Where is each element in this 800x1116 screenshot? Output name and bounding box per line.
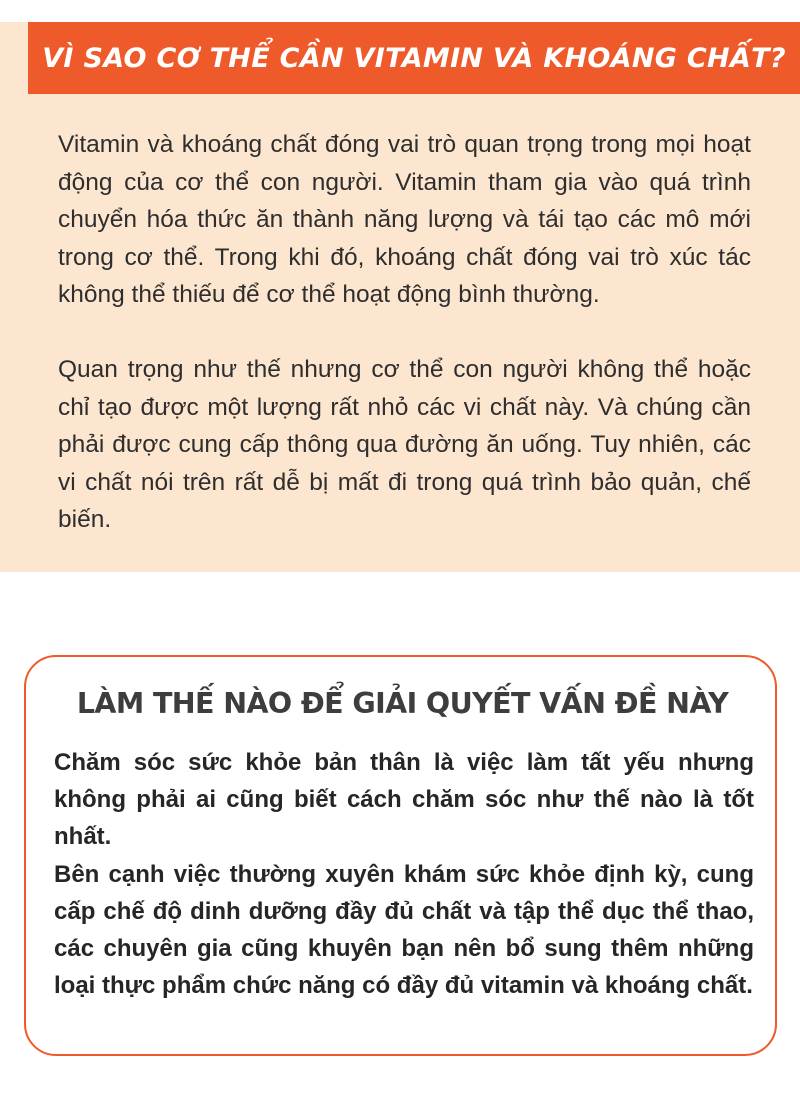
- section1-paragraph-1: Vitamin và khoáng chất đóng vai trò quan trọng trong mọi hoạt động của cơ thể con người. Vitamin tham gia vào quá trình chuyển hóa thức ăn thành năng lượng và tái tạo các mô mới trong cơ thể. Trong khi đó, khoáng chất đóng vai trò xúc tác không thể thiếu để cơ thể hoạt động bình thường.: [58, 131, 751, 309]
- section1-paragraph-2: Quan trọng như thế nhưng cơ thể con người không thể hoặc chỉ tạo được một lượng rất nhỏ các vi chất này. Và chúng cần phải được cung cấp thông qua đường ăn uống. Tuy nhiên, các vi chất nói trên rất dễ bị mất đi trong quá trình bảo quản, chế biến.: [58, 355, 751, 534]
- paragraph-spacer: [58, 314, 751, 351]
- solution-panel: [24, 655, 777, 1056]
- section1-body: [58, 126, 751, 539]
- section2-paragraph-2: Bên cạnh việc thường xuyên khám sức khỏe định kỳ, cung cấp chế độ dinh dưỡng đầy đủ chất và tập thể dục thể thao, các chuyên gia cũng khuyên bạn nên bổ sung thêm những loại thực phẩm chức năng có đầy đủ vitamin và khoáng chất.: [54, 860, 754, 1000]
- section1-title: VÌ SAO CƠ THỂ CẦN VITAMIN VÀ KHOÁNG CHẤT?: [42, 42, 786, 74]
- section2-body: [54, 744, 754, 1004]
- section2-title: LÀM THẾ NÀO ĐỂ GIẢI QUYẾT VẤN ĐỀ NÀY: [76, 687, 729, 720]
- section1-header-bar: [28, 22, 800, 94]
- vitamin-info-panel: [0, 22, 800, 572]
- section2-paragraph-1: Chăm sóc sức khỏe bản thân là việc làm tất yếu nhưng không phải ai cũng biết cách chăm sóc như thế nào là tốt nhất.: [54, 749, 754, 851]
